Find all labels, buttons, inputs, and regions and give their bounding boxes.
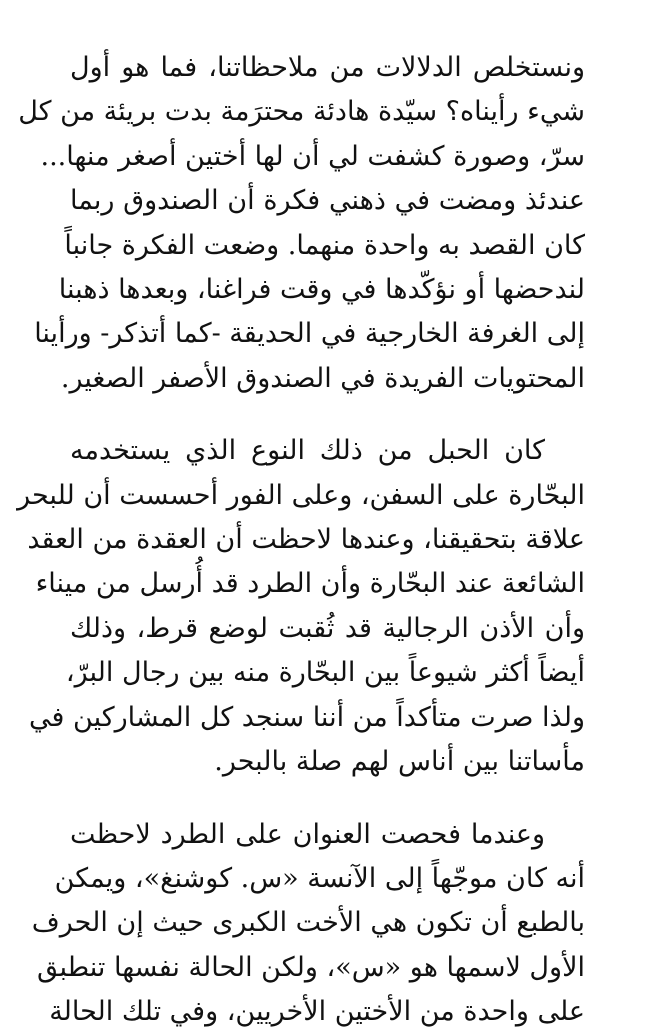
text-line: إلى الغرفة الخارجية في الحديقة -كما أتذكر- ورأينا [34,318,585,350]
text-line: سرّ، وصورة كشفت لي أن لها أختين أصغر منها... [40,140,585,172]
paragraph-3 [31,813,585,1035]
text-line: المحتويات الفريدة في الصندوق الأصفر الصغير. [60,362,585,394]
text-line: عندئذ ومضت في ذهني فكرة أن الصندوق ربما [70,185,585,217]
paragraph-2 [17,429,585,784]
text-line: ونستخلص الدلالات من ملاحظاتنا، فما هو أول [70,52,585,83]
text-line: الشائعة عند البحّارة وأن الطرد قد أُرسل من ميناء [35,568,585,600]
text-line: كان الحبل من ذلك النوع الذي يستخدمه [70,435,545,467]
text-line: مأساتنا بين أناس لهم صلة بالبحر. [214,746,585,778]
text-line: بالطبع أن تكون هي الأخت الكبرى حيث إن الحرف [31,907,585,939]
text-line: الأول لاسمها هو «س»، ولكن الحالة نفسها تنطبق [36,951,585,983]
text-line: على واحدة من الأختين الأخريين، وفي تلك الحالة [49,996,585,1028]
text-line: علاقة بتحقيقنا، وعندها لاحظت أن العقدة من العقد [27,524,585,556]
text-line: لندحضها أو نؤكّدها في وقت فراغنا، وبعدها ذهبنا [58,274,585,306]
text-line: وأن الأذن الرجالية قد ثُقبت لوضع قرط، وذلك [70,612,585,644]
text-line: أنه كان موجّهاً إلى الآنسة «س. كوشنغ»، ويمكن [54,862,585,894]
text-line: أيضاً أكثر شيوعاً بين البحّارة منه بين رجال البرّ، [65,657,585,689]
text-line: وعندما فحصت العنوان على الطرد لاحظت [70,818,545,850]
paragraph-1 [18,46,585,401]
text-line: البحّارة على السفن، وعلى الفور أحسست أن للبحر [17,479,585,511]
text-line: كان القصد به واحدة منهما. وضعت الفكرة جانباً [64,229,585,261]
text-line: ولذا صرت متأكداً من أننا سنجد كل المشاركين في [29,701,585,733]
text-line: شيء رأيناه؟ سيّدة هادئة محترَمة بدت بريئة من كل [18,96,585,128]
